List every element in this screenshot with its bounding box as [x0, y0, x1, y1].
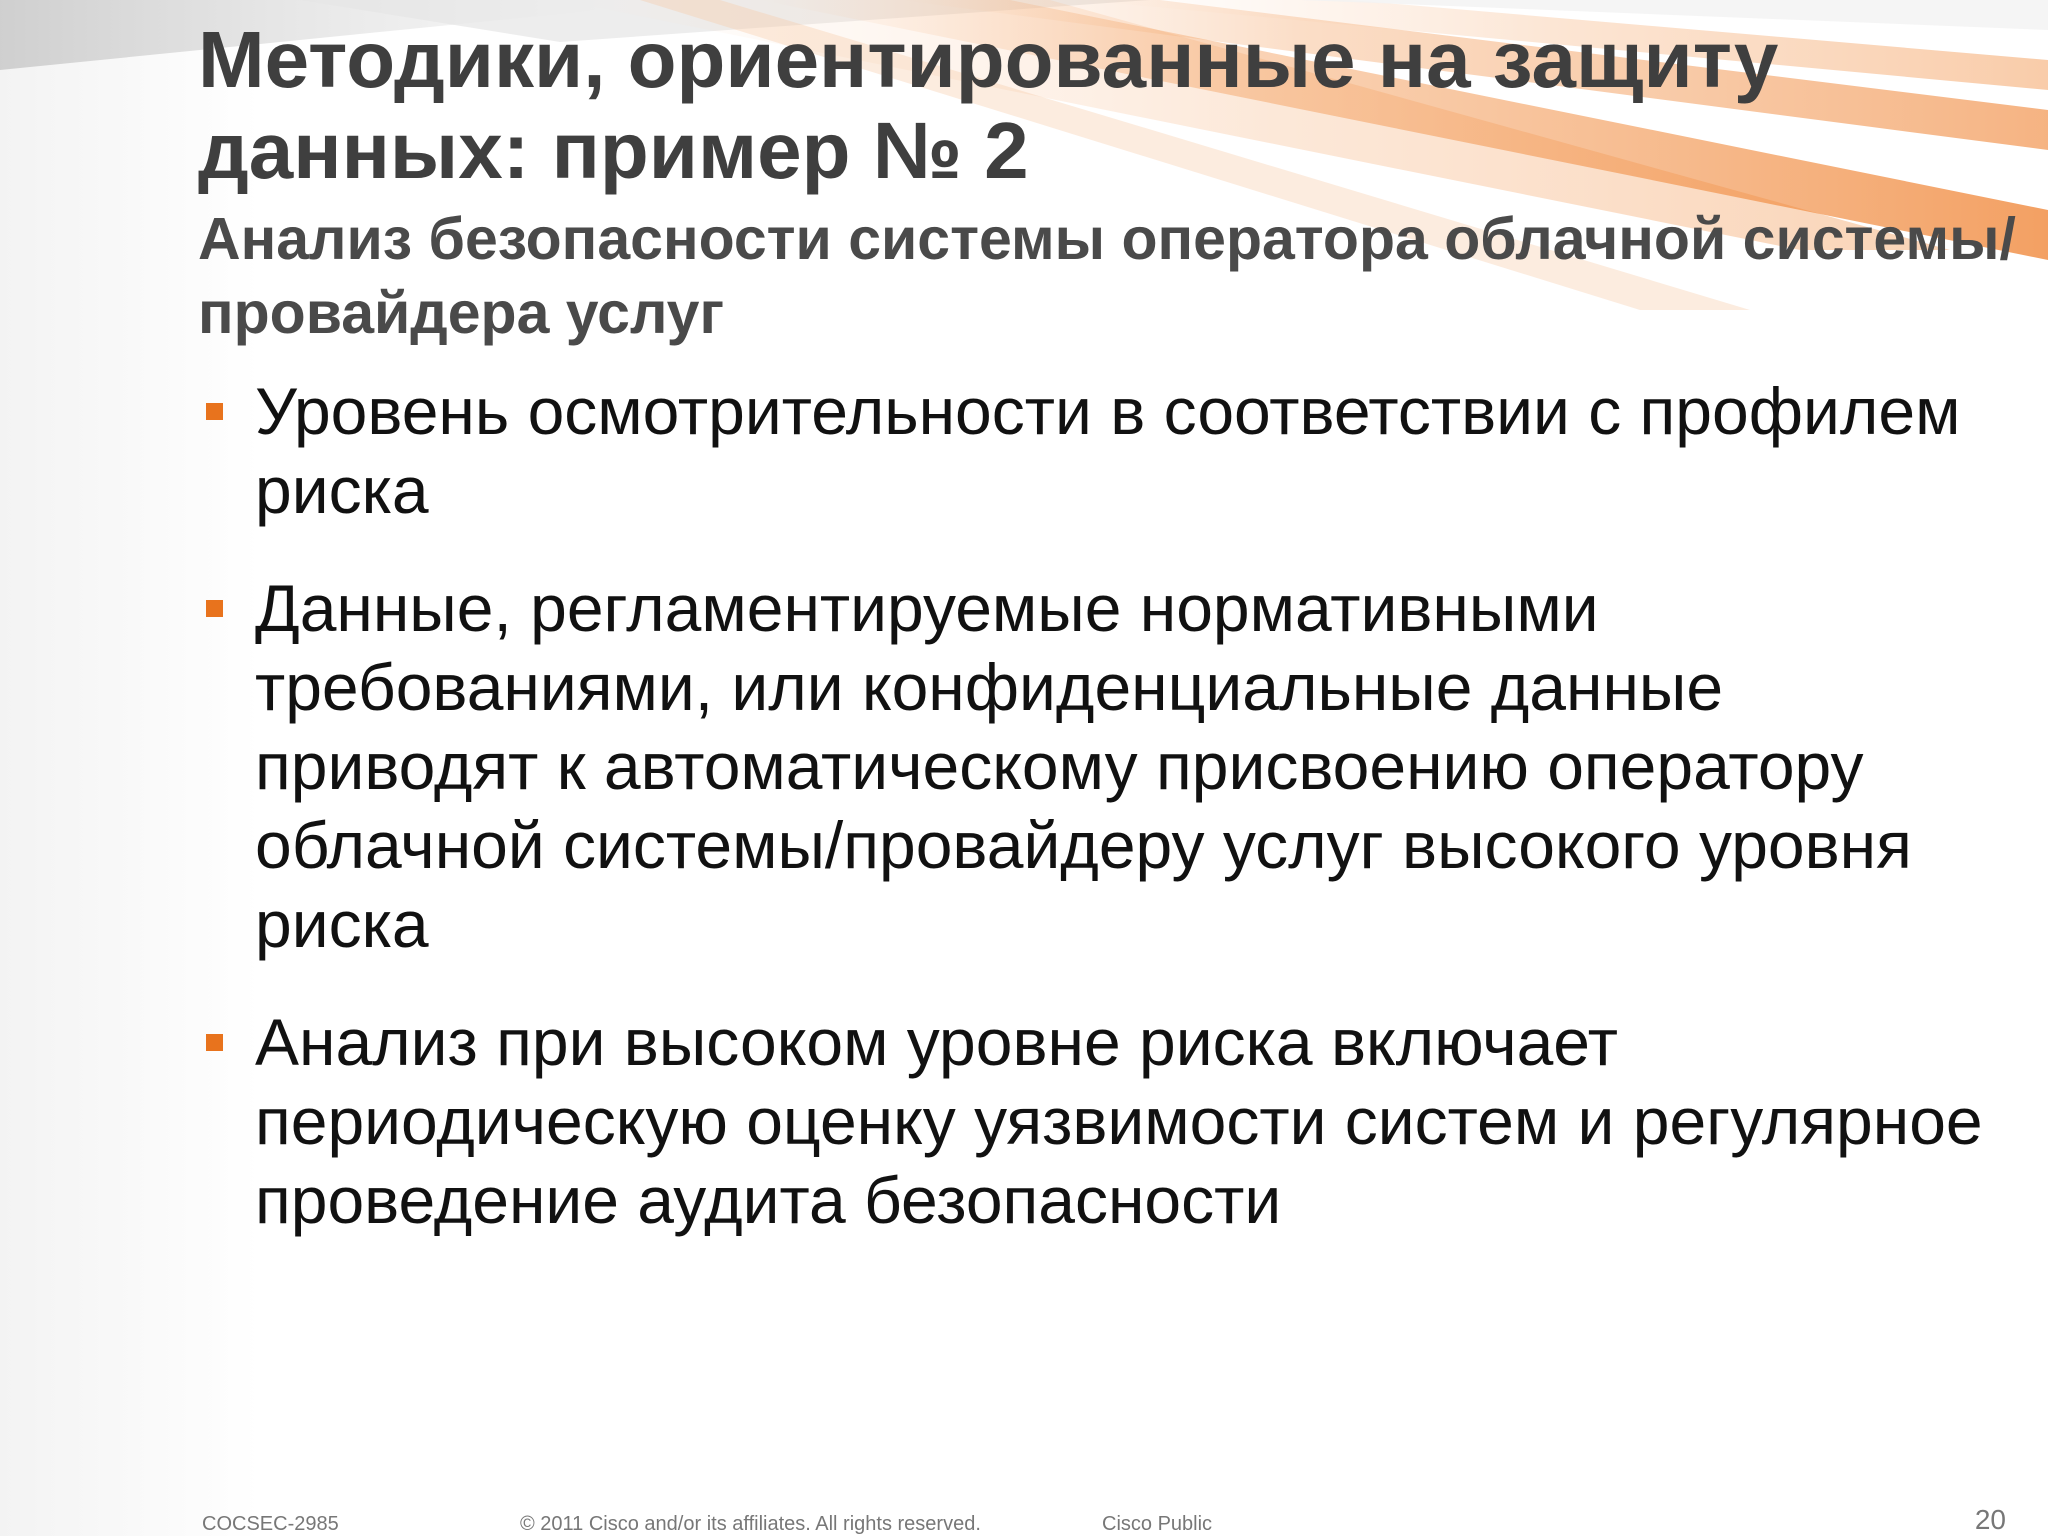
slide-subtitle: Анализ безопасности системы оператора облачной системы/провайдера услуг — [198, 206, 2016, 346]
slide-title: Методики, ориентированные на защиту данных: пример № 2 — [198, 15, 1779, 195]
page-number: 20 — [1974, 1504, 2006, 1535]
footer-session-code: COCSEC-2985 — [202, 1513, 339, 1535]
bullet-list — [200, 372, 2000, 1279]
bullet-item — [200, 372, 2000, 530]
bullet-text: Уровень осмотрительности в соответствии с профилем риска — [255, 374, 1961, 527]
orange-square-icon — [206, 600, 223, 617]
orange-square-icon — [206, 403, 223, 420]
bullet-text: Анализ при высоком уровне риска включает периодическую оценку уязвимости систем и регулярное проведение аудита безопасности — [255, 1005, 1983, 1237]
bullet-item — [200, 1003, 2000, 1240]
footer-classification: Cisco Public — [1102, 1513, 1213, 1535]
bullet-item — [200, 569, 2000, 964]
footer-copyright: © 2011 Cisco and/or its affiliates. All rights reserved. — [520, 1513, 981, 1535]
orange-square-icon — [206, 1034, 223, 1051]
bullet-text: Данные, регламентируемые нормативными требованиями, или конфиденциальные данные приводят к автоматическому присвоению оператору облачной системы/провайдеру услуг высокого уровня риска — [255, 571, 1912, 961]
